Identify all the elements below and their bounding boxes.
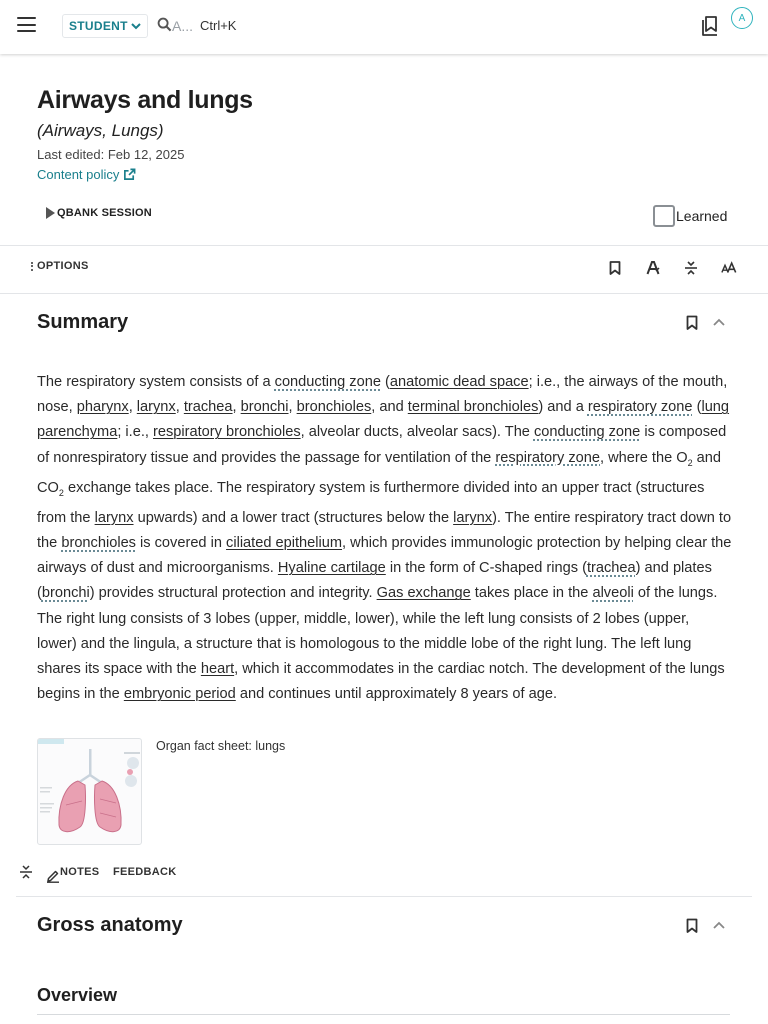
term-link[interactable]: Hyaline cartilage [277, 560, 386, 577]
subsection-title-overview: Overview [37, 985, 118, 1005]
library-icon[interactable] [700, 14, 722, 38]
divider [0, 245, 768, 246]
play-icon [46, 207, 55, 219]
top-bar [0, 0, 768, 54]
collapse-section-icon[interactable] [19, 864, 33, 880]
search-input[interactable]: A... [172, 18, 194, 34]
term-link[interactable]: bronchi [240, 399, 289, 416]
lungs-illustration [38, 739, 142, 845]
chevron-up-icon[interactable] [712, 317, 726, 327]
term-link[interactable]: respiratory zone [587, 399, 693, 416]
font-size-icon[interactable] [721, 260, 737, 276]
role-select-label: STUDENT [69, 19, 128, 33]
options-button[interactable] [31, 260, 89, 272]
term-link[interactable]: terminal bronchioles [407, 399, 539, 416]
options-label: OPTIONS [37, 260, 89, 272]
term-link[interactable]: larynx [136, 399, 176, 416]
section-title-gross-anatomy: Gross anatomy [37, 914, 183, 936]
more-vert-icon [31, 262, 33, 271]
pencil-icon [46, 869, 60, 883]
section-title-summary: Summary [37, 311, 129, 333]
term-link[interactable]: respiratory zone [495, 449, 600, 466]
term-link[interactable]: ciliated epithelium [226, 535, 343, 552]
term-link[interactable]: bronchioles [61, 535, 136, 552]
figure-caption[interactable]: Organ fact sheet: lungs [156, 739, 286, 753]
notes-button[interactable]: NOTES [60, 866, 100, 878]
bookmark-icon[interactable] [607, 260, 623, 276]
term-link[interactable]: pharynx [76, 399, 129, 416]
learned-label: Learned [676, 208, 728, 224]
term-link[interactable]: heart [200, 661, 235, 678]
menu-icon[interactable] [17, 17, 36, 32]
search-icon[interactable] [157, 17, 172, 32]
term-link[interactable]: embryonic period [123, 686, 236, 703]
term-link[interactable]: trachea [586, 560, 636, 577]
divider [37, 1014, 730, 1015]
page-synonyms: (Airways, Lungs) [37, 121, 164, 140]
term-link[interactable]: alveoli [592, 585, 634, 602]
bookmark-icon[interactable] [685, 315, 699, 331]
term-link[interactable]: Gas exchange [376, 585, 471, 602]
term-link[interactable]: conducting zone [533, 424, 641, 441]
term-link[interactable]: bronchioles [296, 399, 372, 416]
qbank-session-label: QBANK SESSION [57, 207, 152, 219]
bookmark-icon[interactable] [685, 918, 699, 934]
summary-paragraph: The respiratory system consists of a conducting zone (anatomic dead space; i.e., the airways of the mouth, nose, pharynx, larynx, trachea, bronchi, bronchioles, and terminal bronchioles) and a respiratory zone (lung parenchyma; i.e., respiratory bronchioles, alveolar ducts, alveolar sacs). The conducting zone is composed of nonrespiratory tissue and provides the passage for ventilation of the respiratory zone, where the $O_2$ and $CO_2$ exchange takes place. The respiratory system is furthermore divided into an upper tract (structures from the larynx upwards) and a lower tract (structures below the larynx). The entire respiratory tract down to the bronchioles is covered in ciliated epithelium, which provides immunologic protection by helping clear the airways of dust and microorganisms. Hyaline cartilage in the form of C-shaped rings (trachea) and plates (bronchi) provides structural protection and integrity. Gas exchange takes place in the alveoli of the lungs. The right lung consists of 3 lobes (upper, middle, lower), while the left lung consists of 2 lobes (upper, lower) and the lingula, a structure that is homologous to the middle lobe of the right lung. The left lung shares its space with the heart, which it accommodates in the cardiac notch. The development of the lungs begins in the embryonic period and continues until approximately 8 years of age. [37, 374, 732, 703]
last-edited: Last edited: Feb 12, 2025 [37, 147, 185, 162]
divider [16, 896, 752, 897]
term-link[interactable]: anatomic dead space [389, 374, 529, 390]
term-link[interactable]: larynx [94, 509, 134, 526]
avatar-initial: A [738, 12, 746, 24]
collapse-all-icon[interactable] [683, 260, 699, 276]
content-policy-link[interactable] [37, 167, 136, 182]
external-link-icon [123, 168, 136, 181]
avatar[interactable] [731, 7, 753, 29]
page-title: Airways and lungs [37, 86, 253, 114]
term-link[interactable]: lung parenchyma [37, 399, 730, 441]
term-link[interactable]: trachea [183, 399, 233, 416]
learned-checkbox[interactable] [653, 205, 727, 227]
highlighter-icon[interactable] [645, 260, 661, 276]
divider [0, 293, 768, 294]
term-link[interactable]: respiratory bronchioles [153, 424, 301, 441]
term-link[interactable]: bronchi [41, 585, 90, 602]
chevron-down-icon [131, 21, 141, 31]
qbank-session-button[interactable] [46, 207, 152, 219]
term-link[interactable]: larynx [453, 509, 493, 526]
search-shortcut-hint: Ctrl+K [200, 18, 237, 33]
chevron-up-icon[interactable] [712, 920, 726, 930]
feedback-button[interactable]: FEEDBACK [113, 866, 177, 878]
term-link[interactable]: conducting zone [274, 374, 381, 390]
figure-thumbnail[interactable] [37, 738, 142, 845]
role-select[interactable] [62, 14, 148, 38]
checkbox-box[interactable] [653, 205, 675, 227]
content-policy-label: Content policy [37, 167, 120, 182]
